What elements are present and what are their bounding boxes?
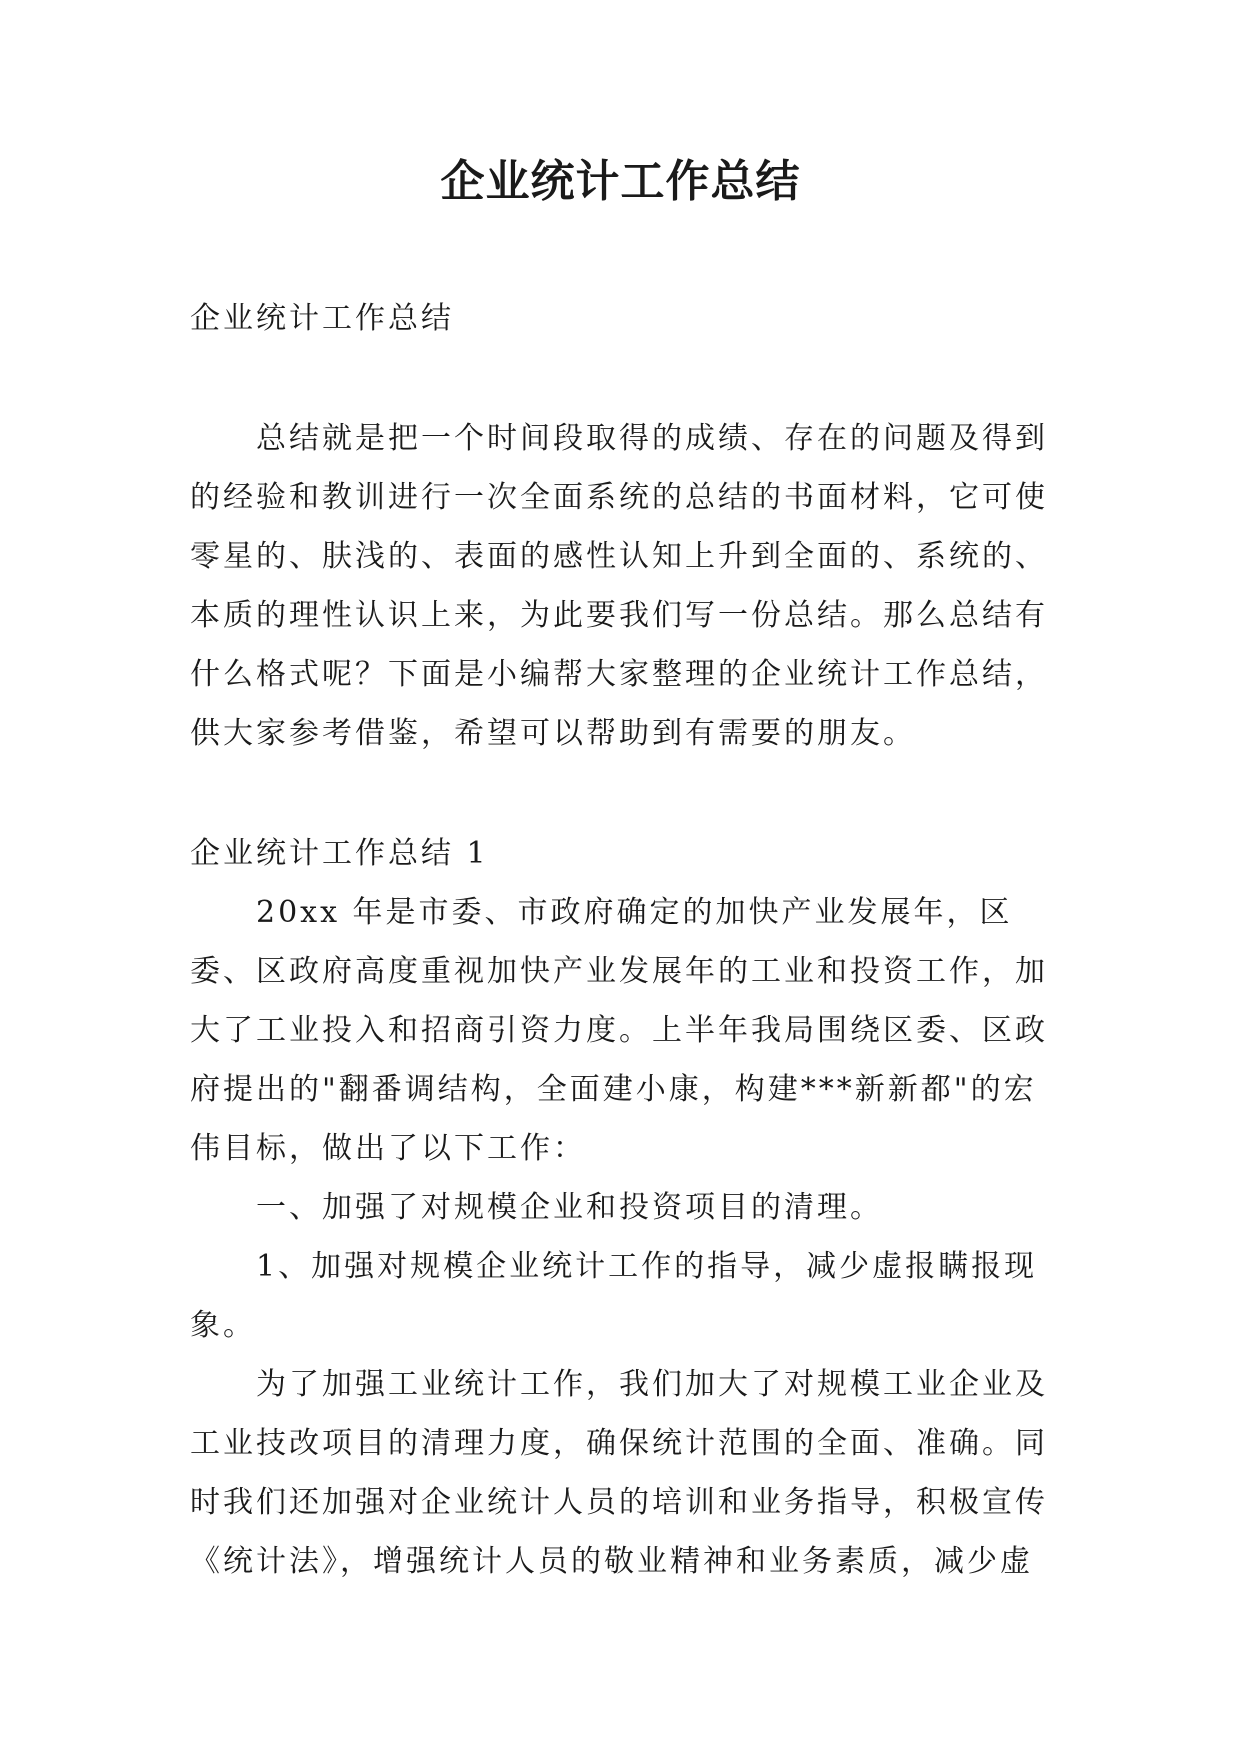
section-heading: 企业统计工作总结 1	[190, 836, 489, 871]
intro-paragraph: 总结就是把一个时间段取得的成绩、存在的问题及得到的经验和教训进行一次全面系统的总结的书面材料，它可使零星的、肤浅的、表面的感性认知上升到全面的、系统的、本质的理性认识上来，为此要我们写一份总结。那么总结有什么格式呢？下面是小编帮大家整理的企业统计工作总结，供大家参考借鉴，希望可以帮助到有需要的朋友。	[190, 421, 1048, 751]
sub-point-heading: 1、加强对规模企业统计工作的指导，减少虚报瞒报现象。	[190, 1249, 1038, 1343]
section-paragraph: 为了加强工业统计工作，我们加大了对规模工业企业及工业技改项目的清理力度，确保统计范围的全面、准确。同时我们还加强对企业统计人员的培训和业务指导，积极宣传《统计法》，增强统计人员的敬业精神和业务素质，减少虚	[190, 1367, 1048, 1579]
document-body	[190, 289, 1060, 1591]
section-paragraph: 20xx 年是市委、市政府确定的加快产业发展年，区委、区政府高度重视加快产业发展年的工业和投资工作，加大了工业投入和招商引资力度。上半年我局围绕区委、区政府提出的"翻番调结构，全面建小康，构建***新新都"的宏伟目标，做出了以下工作：	[190, 895, 1048, 1166]
point-heading: 一、加强了对规模企业和投资项目的清理。	[256, 1190, 883, 1225]
document-title: 企业统计工作总结	[440, 156, 801, 207]
document-subtitle: 企业统计工作总结	[190, 301, 454, 336]
